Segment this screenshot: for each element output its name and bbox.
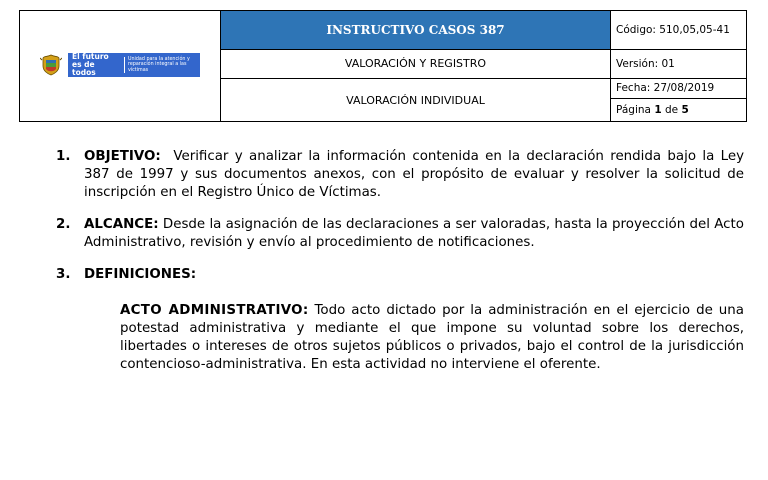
document-date: Fecha: 27/08/2019 bbox=[611, 79, 747, 99]
definition-paragraph bbox=[84, 302, 744, 374]
section-text: Verificar y analizar la información contenida en la declaración rendida bajo la Ley 387 de 1997 y sus documentos anexos, con el propósito de evaluar y resolver la solicitud de inscripción en el Registro Único de Víctimas. bbox=[84, 149, 744, 200]
coat-of-arms-icon bbox=[40, 54, 62, 76]
section-objetivo bbox=[56, 148, 744, 202]
logo-cell bbox=[20, 11, 221, 122]
section-heading: ALCANCE: bbox=[84, 217, 159, 232]
definition-text: Todo acto dictado por la administración en el ejercicio de una potestad administrativa y mediante el que impone su voluntad sobre los derechos, libertades o intereses de otros sujetos públicos o privados, bajo el control de la jurisdicción contencioso-administrativa. En esta actividad no interviene el oferente. bbox=[120, 303, 744, 372]
section-alcance bbox=[56, 216, 744, 252]
logo-unit-name: Unidad para la atención y reparación integral a las víctimas bbox=[124, 57, 196, 73]
section-number: 1. bbox=[56, 149, 71, 164]
document-header-table bbox=[19, 10, 747, 122]
section-text: Desde la asignación de las declaraciones a ser valoradas, hasta la proyección del Acto Administrativo, revisión y envío al procedimiento de notificaciones. bbox=[84, 217, 744, 250]
section-number: 3. bbox=[56, 267, 71, 282]
section-paragraph bbox=[84, 216, 744, 252]
page-label: Página bbox=[616, 103, 651, 116]
section-heading: OBJETIVO: bbox=[84, 149, 161, 164]
brand-banner bbox=[68, 53, 200, 77]
page-of: de bbox=[664, 103, 679, 116]
page-current: 1 bbox=[654, 103, 662, 116]
document-body bbox=[56, 148, 744, 388]
section-number: 2. bbox=[56, 217, 71, 232]
document-title: INSTRUCTIVO CASOS 387 bbox=[221, 11, 611, 50]
section-heading: DEFINICIONES: bbox=[84, 267, 197, 282]
page-indicator bbox=[611, 98, 747, 121]
procedure-name: VALORACIÓN INDIVIDUAL bbox=[221, 79, 611, 122]
section-definiciones bbox=[56, 266, 744, 374]
logo-tagline: El futuro es de todos bbox=[72, 52, 109, 77]
institution-logo bbox=[40, 53, 200, 77]
definition-term: ACTO ADMINISTRATIVO: bbox=[120, 303, 309, 318]
document-version: Versión: 01 bbox=[611, 49, 747, 78]
document-code: Código: 510,05,05-41 bbox=[611, 11, 747, 50]
section-paragraph bbox=[84, 266, 744, 284]
section-paragraph bbox=[84, 148, 744, 202]
process-name: VALORACIÓN Y REGISTRO bbox=[221, 49, 611, 78]
page-total: 5 bbox=[681, 103, 689, 116]
